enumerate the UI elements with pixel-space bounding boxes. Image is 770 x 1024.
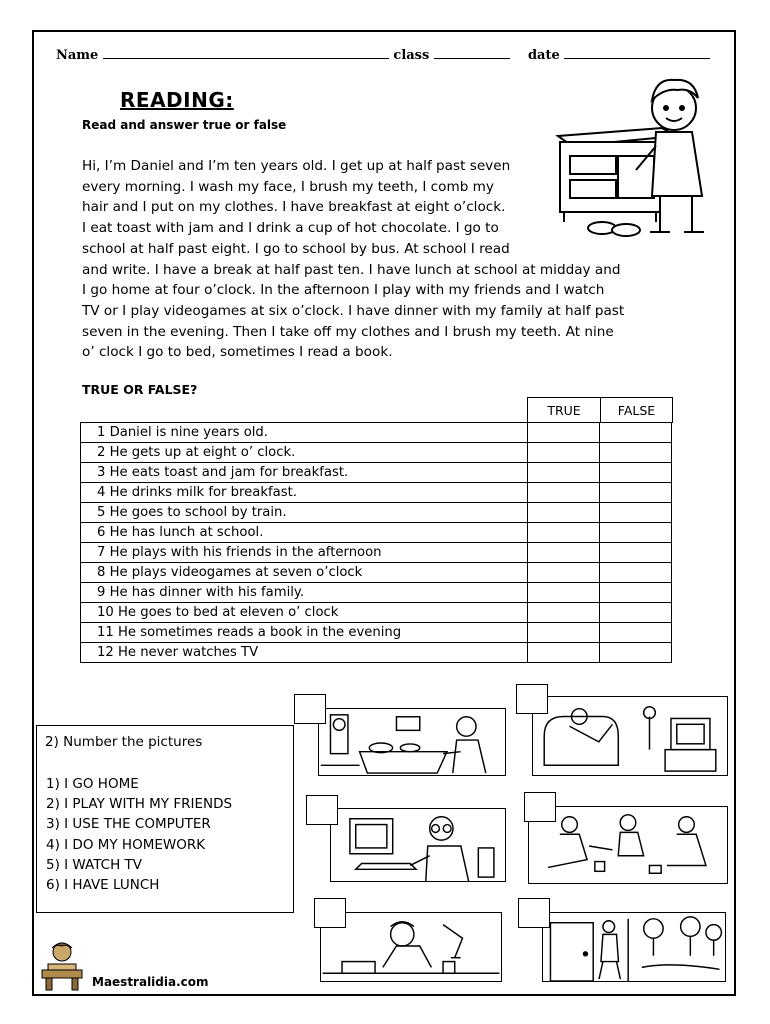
instructions: Read and answer true or false: [82, 118, 287, 132]
passage-line: hair and I put on my clothes. I have breakfast at eight o’clock.: [82, 199, 506, 216]
picture-watch-tv: [532, 696, 728, 776]
list-item: 5) I WATCH TV: [46, 856, 143, 873]
true-answer-cell[interactable]: [528, 423, 600, 443]
true-false-heading: TRUE OR FALSE?: [82, 382, 198, 397]
homework-scene-icon: [321, 913, 501, 981]
true-answer-cell[interactable]: [528, 583, 600, 603]
date-field[interactable]: [564, 46, 710, 59]
picture-number-box[interactable]: [314, 898, 346, 928]
list-item: 6) I HAVE LUNCH: [46, 877, 160, 894]
statement-cell: 12 He never watches TV: [81, 643, 528, 663]
list-item: 3) I USE THE COMPUTER: [46, 816, 211, 833]
lunch-scene-icon: [319, 709, 505, 775]
false-answer-cell[interactable]: [600, 563, 672, 583]
passage-line: o’ clock I go to bed, sometimes I read a book.: [82, 344, 393, 361]
passage-line: Hi, I’m Daniel and I’m ten years old. I get up at half past seven: [82, 158, 511, 174]
header-line: [56, 46, 716, 63]
passage-line: I eat toast with jam and I drink a cup of hot chocolate. I go to: [82, 220, 499, 237]
passage-line: and write. I have a break at half past ten. I have lunch at school at midday and: [82, 261, 621, 278]
class-label: class: [393, 48, 430, 63]
picture-number-box[interactable]: [306, 795, 338, 825]
statement-cell: 11 He sometimes reads a book in the evening: [81, 623, 528, 643]
true-answer-cell[interactable]: [528, 623, 600, 643]
passage-line: I go home at four o’clock. In the afternoon I play with my friends and I watch: [82, 282, 605, 299]
picture-number-box[interactable]: [518, 898, 550, 928]
passage-line: every morning. I wash my face, I brush my teeth, I comb my: [82, 178, 494, 195]
picture-use-computer: [330, 808, 506, 882]
date-label: date: [527, 48, 560, 63]
name-field[interactable]: [103, 46, 389, 59]
go-home-scene-icon: [543, 913, 725, 981]
table-row: [81, 623, 672, 643]
true-column-header: TRUE: [547, 403, 581, 418]
number-pictures-list: [46, 774, 232, 895]
true-answer-cell[interactable]: [528, 543, 600, 563]
table-row: [81, 423, 672, 443]
statement-cell: 7 He plays with his friends in the afternoon: [81, 543, 528, 563]
maestralidia-logo-icon: [38, 940, 86, 992]
passage-line: seven in the evening. Then I take off my clothes and I brush my teeth. At nine: [82, 323, 614, 340]
picture-number-box[interactable]: [516, 684, 548, 714]
passage-line: TV or I play videogames at six o’clock. I have dinner with my family at half past: [82, 302, 625, 319]
picture-number-box[interactable]: [524, 792, 556, 822]
list-item: 4) I DO MY HOMEWORK: [46, 836, 206, 853]
statement-cell: 2 He gets up at eight o’ clock.: [81, 443, 528, 463]
footer-website: Maestralidia.com: [92, 975, 209, 989]
true-answer-cell[interactable]: [528, 603, 600, 623]
false-answer-cell[interactable]: [600, 543, 672, 563]
false-answer-cell[interactable]: [600, 623, 672, 643]
true-answer-cell[interactable]: [528, 463, 600, 483]
false-answer-cell[interactable]: [600, 503, 672, 523]
picture-go-home: [542, 912, 726, 982]
false-answer-cell[interactable]: [600, 423, 672, 443]
picture-number-box[interactable]: [294, 694, 326, 724]
false-answer-cell[interactable]: [600, 443, 672, 463]
false-answer-cell[interactable]: [600, 583, 672, 603]
true-answer-cell[interactable]: [528, 523, 600, 543]
true-answer-cell[interactable]: [528, 503, 600, 523]
picture-play-friends: [528, 806, 728, 884]
reading-passage: [82, 156, 672, 363]
table-row: [81, 523, 672, 543]
table-row: [81, 643, 672, 663]
table-row: [81, 543, 672, 563]
page-title: READING:: [120, 88, 234, 112]
table-row: [81, 483, 672, 503]
list-item: 2) I PLAY WITH MY FRIENDS: [46, 796, 233, 813]
passage-line: school at half past eight. I go to school by bus. At school I read: [82, 240, 510, 257]
number-pictures-title: 2) Number the pictures: [45, 734, 203, 750]
false-column-header: FALSE: [600, 398, 672, 423]
picture-do-homework: [320, 912, 502, 982]
statement-cell: 10 He goes to bed at eleven o’ clock: [81, 603, 528, 623]
statement-cell: 6 He has lunch at school.: [81, 523, 528, 543]
true-answer-cell[interactable]: [528, 443, 600, 463]
true-false-column-headers: [527, 397, 673, 423]
statement-cell: 3 He eats toast and jam for breakfast.: [81, 463, 528, 483]
true-answer-cell[interactable]: [528, 483, 600, 503]
table-row: [81, 563, 672, 583]
false-answer-cell[interactable]: [600, 603, 672, 623]
list-item: 1) I GO HOME: [46, 776, 139, 792]
true-answer-cell[interactable]: [528, 563, 600, 583]
true-answer-cell[interactable]: [528, 643, 600, 663]
picture-lunch: [318, 708, 506, 776]
statement-cell: 1 Daniel is nine years old.: [81, 423, 528, 443]
tv-scene-icon: [533, 697, 727, 775]
play-scene-icon: [529, 807, 727, 883]
table-row: [81, 463, 672, 483]
false-answer-cell[interactable]: [600, 523, 672, 543]
false-answer-cell[interactable]: [600, 483, 672, 503]
true-false-table: [80, 422, 672, 663]
false-answer-cell[interactable]: [600, 463, 672, 483]
table-row: [81, 603, 672, 623]
statement-cell: 9 He has dinner with his family.: [81, 583, 528, 603]
table-row: [81, 503, 672, 523]
statement-cell: 4 He drinks milk for breakfast.: [81, 483, 528, 503]
table-row: [81, 583, 672, 603]
statement-cell: 8 He plays videogames at seven o’clock: [81, 563, 528, 583]
statement-cell: 5 He goes to school by train.: [81, 503, 528, 523]
table-row: [81, 443, 672, 463]
class-field[interactable]: [434, 46, 510, 59]
name-label: Name: [56, 48, 99, 63]
false-answer-cell[interactable]: [600, 643, 672, 663]
computer-scene-icon: [331, 809, 505, 881]
